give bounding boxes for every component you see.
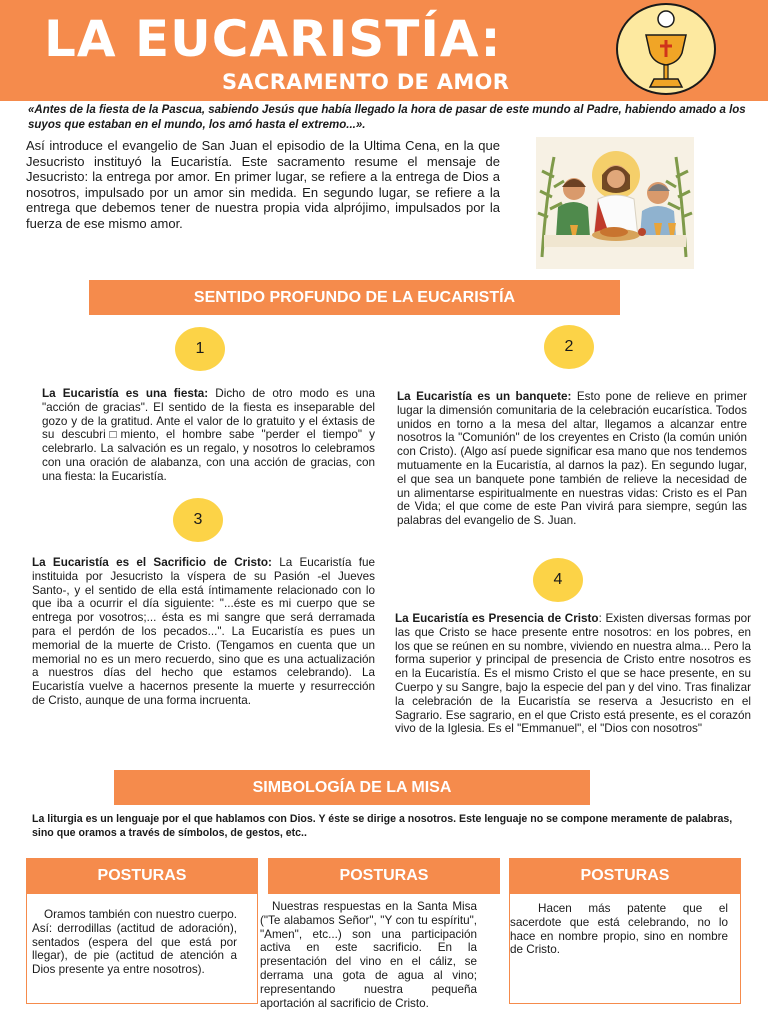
posturas-text-1: Oramos también con nuestro cuerpo. Así: derrodillas (actitud de adoración), sentados (espera del que está por llegar), de pie (actitud de atención a Dios presente ya entre nosotros). <box>32 908 237 977</box>
posturas-heading-1: POSTURAS <box>26 858 258 894</box>
last-supper-graphic <box>536 137 694 269</box>
point-presencia-text: : Existen diversas formas por las que Cristo se hace presente entre nosotros: en los pobres, en los que se reúnen en su nombre, viviendo en nuestra alma... Pero la forma superior y principal de presencia de Cristo entre nosotros es en la Eucaristía. Es el mismo Cristo el que se hace presente, en su Cuerpo y su Sangre, bajo la especie del pan y del vino. Tras finalizar la celebración de la Eucaristía se reserva a Jesucristo en el Sagrario. Ese sagrario, en el que Cristo está presente, es el corazón vivo de la Iglesia. Es el "Emmanuel", el "Dios con nosotros" <box>395 612 751 736</box>
point-presencia <box>395 612 751 736</box>
point-sacrificio-lead: La Eucaristía es el Sacrificio de Cristo: <box>32 556 272 569</box>
point-presencia-lead: La Eucaristía es Presencia de Cristo <box>395 612 599 625</box>
point-banquete-lead: La Eucaristía es un banquete: <box>397 390 572 403</box>
point-sacrificio <box>32 556 375 708</box>
page-title: LA EUCARISTÍA: <box>44 10 502 68</box>
intro-paragraph: Así introduce el evangelio de San Juan el episodio de la Ultima Cena, en la que Jesucristo instituyó la Eucaristía. Este sacramento resume el mensaje de Jesucristo: la entrega por amor. En primer lugar, se refiere a la entrega de Dios a nosotros, impulsado por un amor sin medida. En segundo lugar, se refiere a la entrega que debemos tener de nuestra propia vida alprójimo, impulsados por la fuerza de ese mismo amor. <box>26 138 500 231</box>
number-badge-3: 3 <box>173 498 223 542</box>
point-banquete <box>397 390 747 528</box>
page-subtitle: SACRAMENTO DE AMOR <box>222 70 510 94</box>
point-fiesta <box>42 387 375 484</box>
section-title-meaning: SENTIDO PROFUNDO DE LA EUCARISTÍA <box>89 280 620 315</box>
number-badge-1: 1 <box>175 327 225 371</box>
header-banner <box>0 0 768 101</box>
posturas-text-3: Hacen más patente que el sacerdote que está celebrando, no lo hace en nombre propio, sino en nombre de Cristo. <box>510 902 728 957</box>
point-fiesta-lead: La Eucaristía es una fiesta: <box>42 387 209 400</box>
gospel-quote: «Antes de la fiesta de la Pascua, sabiendo Jesús que había llegado la hora de pasar de este mundo al Padre, habiendo amado a los suyos que estaban en el mundo, los amó hasta el extremo...». <box>28 104 746 131</box>
number-badge-4: 4 <box>533 558 583 602</box>
point-sacrificio-text: La Eucaristía fue instituida por Jesucristo la víspera de su Pasión -el Jueves Santo-, y el sentido de ella está íntimamente relacionado con lo que iba a ocurrir el día siguiente: "...éste es mi cuerpo que se entrega por vosotros;... ésta es mi sangre que será derramada para el perdón de los pecados...". La Eucaristía es pues un memorial de la muerte de Cristo. (Tengamos en cuenta que un memorial no es un mero recuerdo, sino que es una actualización a nuestros días del hecho que estamos celebrando). La Eucaristía vuelve a hacernos presente la muerte y resurrección de Cristo, aunque de una forma incruenta. <box>32 556 375 707</box>
point-banquete-text: Esto pone de relieve en primer lugar la dimensión comunitaria de la celebración eucarística. Todos unidos en torno a la mesa del altar, llegamos a alcanzar entre nosotros la "Comunión" de los creyentes en Cristo (la común unión con Cristo). (Algo así puede significar esa mano que nos tendemos mutuamente en la Eucaristía, al darnos la paz). En segundo lugar, el que sea un banquete pone también de relieve la necesidad de un alimentarse espiritualmente en nuestras vidas: Cristo es el Pan de Vida; el que come de este Pan vivirá para siempre, según las palabras del evangelio de S. Juan. <box>397 390 747 528</box>
number-badge-2: 2 <box>544 325 594 369</box>
last-supper-illustration <box>536 137 694 269</box>
posturas-text-2: Nuestras respuestas en la Santa Misa ("Te alabamos Señor", "Y con tu espíritu", "Amen", etc...) son una participación activa en este sacrificio. En la presentación del vino en el cáliz, se derrama una gota de agua al vino; representando nuestra pequeña aportación al sacrificio de Cristo. <box>260 900 477 1010</box>
point-fiesta-text: Dicho de otro modo es una "acción de gracias". El sentido de la fiesta es inseparable del gozo y de la gratitud. Ante el valor de lo gratuito y el éxtasis de su descubri□miento, el hombre sabe "perder el tiempo" y celebrarlo. La salvación es un regalo, y nosotros lo celebramos con una oración de alabanza, con una acción de gracias, con una fiesta: la Eucaristía. <box>42 387 375 483</box>
chalice-icon <box>616 3 716 95</box>
posturas-heading-2: POSTURAS <box>268 858 500 894</box>
liturgy-intro: La liturgia es un lenguaje por el que hablamos con Dios. Y éste se dirige a nosotros. Este lenguaje no se compone meramente de palabras, sino que oramos a través de símbolos, de gestos, etc.. <box>32 813 733 839</box>
section-title-symbolism: SIMBOLOGÍA DE LA MISA <box>114 770 590 805</box>
posturas-heading-3: POSTURAS <box>509 858 741 894</box>
chalice-icon-graphic <box>618 5 714 93</box>
